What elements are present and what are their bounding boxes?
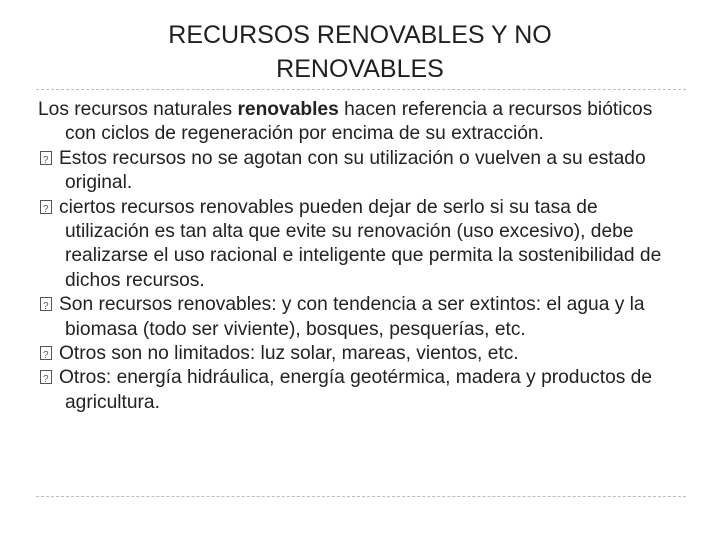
intro-text-before: Los recursos naturales bbox=[38, 99, 238, 120]
slide-title bbox=[0, 18, 720, 86]
bullet-item bbox=[38, 342, 678, 366]
bullet-box-icon bbox=[40, 346, 52, 360]
slide-title-line-2: RENOVABLES bbox=[276, 55, 444, 83]
bullet-item bbox=[38, 196, 678, 294]
slide-title-line-1: RECURSOS RENOVABLES Y NO bbox=[168, 21, 552, 49]
bullet-text: Son recursos renovables: y con tendencia a ser extintos: el agua y la biomasa (todo ser viviente), bosques, pesquerías, etc. bbox=[59, 294, 645, 340]
intro-text-after: hacen referencia a recursos bióticos con ciclos de regeneración por encima de su extracción. bbox=[65, 99, 653, 145]
bullet-box-icon bbox=[40, 200, 52, 214]
top-divider bbox=[36, 89, 686, 90]
bullet-item bbox=[38, 147, 678, 196]
bullet-box-icon bbox=[40, 297, 52, 311]
bullet-box-icon bbox=[40, 370, 52, 384]
bullet-box-icon bbox=[40, 151, 52, 165]
slide-body bbox=[38, 98, 678, 415]
bottom-divider bbox=[36, 496, 686, 497]
bullet-text: ciertos recursos renovables pueden dejar de serlo si su tasa de utilización es tan alta que evite su renovación (uso excesivo), debe realizarse el uso racional e inteligente que permita la sostenibilidad de dichos recursos. bbox=[59, 196, 662, 291]
intro-paragraph bbox=[38, 98, 678, 147]
bullet-text: Otros: energía hidráulica, energía geotérmica, madera y productos de agricultura. bbox=[59, 367, 653, 413]
bullet-item bbox=[38, 293, 678, 342]
bullet-text: Otros son no limitados: luz solar, mareas, vientos, etc. bbox=[59, 343, 519, 365]
intro-text-bold: renovables bbox=[237, 99, 339, 120]
bullet-text: Estos recursos no se agotan con su utilización o vuelven a su estado original. bbox=[59, 147, 646, 194]
bullet-item bbox=[38, 366, 678, 415]
